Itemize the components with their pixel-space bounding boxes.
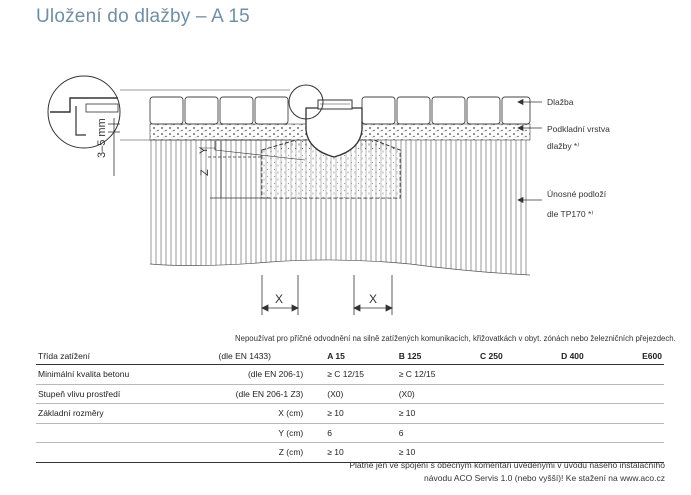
table-cell: Y (cm): [217, 423, 326, 443]
table-cell: [478, 404, 559, 424]
table-cell: [36, 443, 217, 463]
dimension-3-5mm: 3–5 mm: [96, 118, 108, 158]
table-cell: (X0): [397, 384, 478, 404]
table-cell: ≥ 10: [325, 443, 396, 463]
table-cell: 6: [397, 423, 478, 443]
detail-callout: [48, 76, 120, 148]
table-cell: X (cm): [217, 404, 326, 424]
table-cell: [559, 384, 640, 404]
header-cell: (dle EN 1433): [217, 348, 326, 365]
table-cell: [36, 423, 217, 443]
header-cell: B 125: [397, 348, 478, 365]
header-cell: E600: [640, 348, 664, 365]
table-cell: [640, 423, 664, 443]
table-cell: [640, 365, 664, 385]
table-cell: [559, 423, 640, 443]
header-cell: C 250: [478, 348, 559, 365]
dimension-z: Z: [199, 169, 211, 176]
table-cell: (dle EN 206-1): [217, 365, 326, 385]
table-row: [36, 404, 664, 424]
label-dlazba: Dlažba: [547, 97, 574, 107]
table-cell: Základní rozměry: [36, 404, 217, 424]
table-cell: ≥ 10: [325, 404, 396, 424]
header-cell: Třída zatížení: [36, 348, 217, 365]
table-header-row: [36, 348, 664, 365]
table-cell: ≥ C 12/15: [325, 365, 396, 385]
label-podkladni-vrstva: Podkladní vrstva: [547, 124, 610, 134]
usage-note: Nepoužívat pro příčné odvodnění na silně zatížených komunikacích, křižovatkách v obyt. zónách nebo železničních přejezdech.: [235, 334, 676, 343]
table-cell: [559, 365, 640, 385]
header-cell: A 15: [325, 348, 396, 365]
table-cell: ≥ C 12/15: [397, 365, 478, 385]
page-title: Uložení do dlažby – A 15: [36, 6, 250, 27]
table-cell: [478, 365, 559, 385]
footer-note: [349, 459, 665, 484]
table-row: [36, 423, 664, 443]
label-unosne-podlozi: Únosné podloží: [547, 189, 607, 199]
table-cell: 6: [325, 423, 396, 443]
dimension-x-right: X: [369, 292, 378, 306]
dimension-x-left: X: [275, 292, 284, 306]
table-cell: Minimální kvalita betonu: [36, 365, 217, 385]
table-cell: (dle EN 206-1 Z3): [217, 384, 326, 404]
table-cell: Stupeň vlivu prostředí: [36, 384, 217, 404]
table-cell: [559, 404, 640, 424]
label-tp170: dle TP170 *⁾: [547, 209, 594, 219]
table-cell: [478, 384, 559, 404]
table-cell: (X0): [325, 384, 396, 404]
table-cell: [478, 423, 559, 443]
footer-line-1: Platné jen ve spojení s obecným komentáři uvedenými v úvodu našeho instalačního: [349, 460, 665, 470]
table-cell: Z (cm): [217, 443, 326, 463]
header-cell: D 400: [559, 348, 640, 365]
spec-table: [36, 348, 664, 463]
label-podkladni-vrstva-2: dlažby *⁾: [547, 141, 580, 151]
table-cell: ≥ 10: [397, 404, 478, 424]
table-row: [36, 384, 664, 404]
footer-line-2: návodu ACO Servis 1.0 (nebo vyšší)! Ke stažení na www.aco.cz: [424, 472, 665, 483]
table-cell: [640, 404, 664, 424]
table-row: [36, 365, 664, 385]
table-cell: ≥ 10: [397, 443, 478, 463]
dimension-y: Y: [198, 146, 210, 154]
table-cell: [640, 384, 664, 404]
